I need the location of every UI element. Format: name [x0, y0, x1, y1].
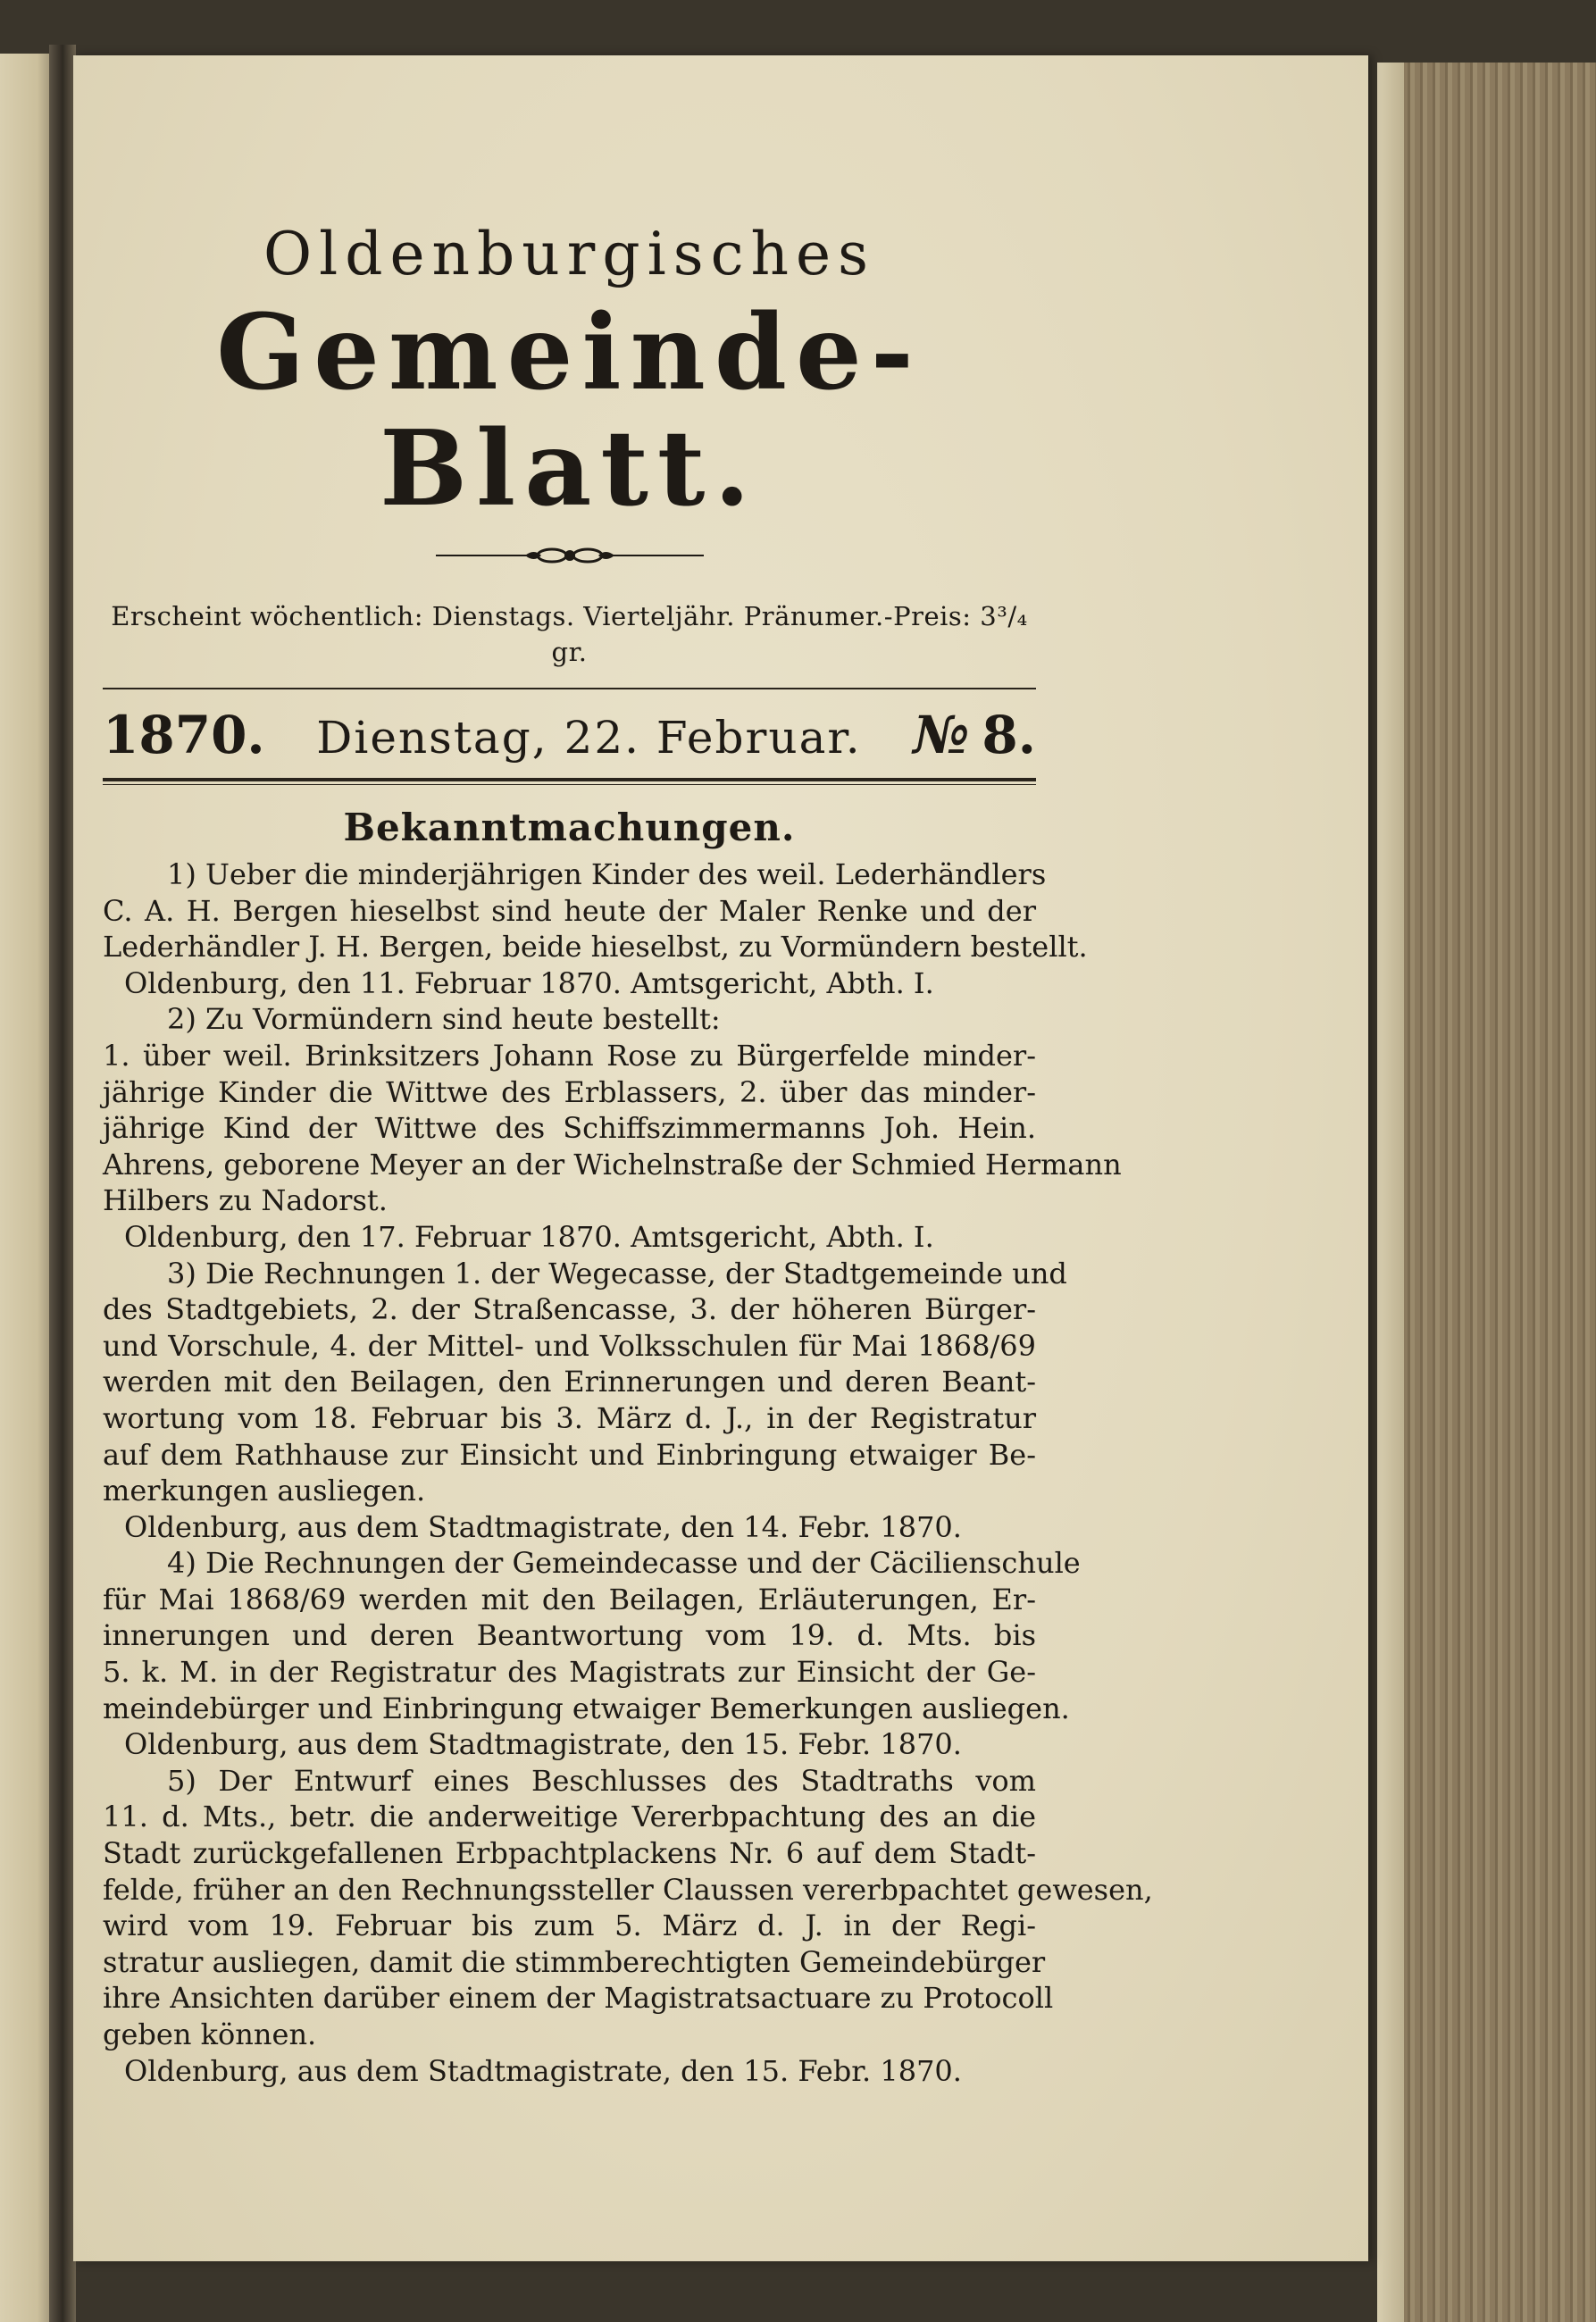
publication-subline: Erscheint wöchentlich: Dienstags. Vierteljähr. Pränumer.-Preis: 3³/₄ gr. — [111, 601, 1028, 667]
ornament-divider-icon — [436, 543, 704, 568]
text-line: merkungen ausliegen. — [103, 1474, 426, 1508]
issue-number: 8. — [982, 705, 1036, 765]
dateline-rule — [103, 778, 1036, 785]
text-line: des Stadtgebiets, 2. der Straßencasse, 3. der höheren Bürger- — [103, 1292, 1036, 1327]
text-line: 5) Der Entwurf eines Beschlusses des Stadtraths vom — [167, 1763, 1036, 1798]
text-line: auf dem Rathhause zur Einsicht und Einbringung etwaiger Be- — [103, 1437, 1036, 1472]
text-line: jährige Kinder die Wittwe des Erblassers, 2. über das minder- — [103, 1074, 1036, 1109]
announcements-body — [103, 856, 1153, 2089]
issue-number-group — [913, 702, 1036, 768]
text-line: ihre Ansichten darüber einem der Magistratsactuare zu Protocoll — [103, 1981, 1054, 2016]
signature-line: Oldenburg, aus dem Stadtmagistrate, den 15. Febr. 1870. — [124, 1727, 962, 1762]
text-line: geben können. — [103, 2017, 317, 2051]
section-title: Bekanntmachungen. — [343, 806, 796, 849]
issue-number-prefix: № — [913, 705, 970, 765]
text-line: 11. d. Mts., betr. die anderweitige Vererbpachtung des an die — [103, 1800, 1036, 1834]
text-line: werden mit den Beilagen, den Erinnerungen und deren Beant- — [103, 1365, 1036, 1399]
ornament-divider — [103, 543, 1036, 568]
text-line: Hilbers zu Nadorst. — [103, 1183, 388, 1218]
masthead-top: Oldenburgisches — [263, 220, 875, 288]
text-line: meindebürger und Einbringung etwaiger Bemerkungen ausliegen. — [103, 1691, 1070, 1725]
book-gutter — [49, 45, 76, 2322]
text-line: 2) Zu Vormündern sind heute bestellt: — [167, 1002, 721, 1037]
text-line: C. A. H. Bergen hieselbst sind heute der Maler Renke und der — [103, 893, 1036, 928]
text-line: felde, früher an den Rechnungssteller Claussen vererbpachtet gewesen, — [103, 1872, 1153, 1907]
book-board-edge — [1377, 63, 1596, 2322]
text-line: wortung vom 18. Februar bis 3. März d. J., in der Registratur — [103, 1400, 1036, 1435]
text-line: 3) Die Rechnungen 1. der Wegecasse, der Stadtgemeinde und — [167, 1256, 1067, 1290]
header-rule — [103, 688, 1036, 689]
page-content — [103, 214, 1153, 2089]
previous-page-edge — [0, 54, 54, 2322]
text-line: 1. über weil. Brinksitzers Johann Rose zu Bürgerfelde minder- — [103, 1038, 1036, 1073]
signature-line: Oldenburg, den 17. Februar 1870. Amtsgericht, Abth. I. — [124, 1219, 934, 1254]
text-line: stratur ausliegen, damit die stimmberechtigten Gemeindebürger — [103, 1944, 1046, 1979]
text-line: Lederhändler J. H. Bergen, beide hieselbst, zu Vormündern bestellt. — [103, 930, 1088, 965]
text-line: 1) Ueber die minderjährigen Kinder des weil. Lederhändlers — [167, 857, 1047, 891]
text-line: jährige Kind der Wittwe des Schiffszimmermanns Joh. Hein. — [103, 1111, 1036, 1146]
text-line: 5. k. M. in der Registratur des Magistrats zur Einsicht der Ge- — [103, 1655, 1036, 1690]
signature-line: Oldenburg, aus dem Stadtmagistrate, den 14. Febr. 1870. — [124, 1509, 962, 1544]
issue-year: 1870. — [103, 705, 265, 765]
dateline — [103, 702, 1036, 771]
text-line: Stadt zurückgefallenen Erbpachtplackens Nr. 6 auf dem Stadt- — [103, 1836, 1036, 1871]
text-line: 4) Die Rechnungen der Gemeindecasse und der Cäcilienschule — [167, 1546, 1081, 1581]
text-line: für Mai 1868/69 werden mit den Beilagen, Erläuterungen, Er- — [103, 1582, 1036, 1616]
text-line: innerungen und deren Beantwortung vom 19. d. Mts. bis — [103, 1618, 1036, 1653]
signature-line: Oldenburg, den 11. Februar 1870. Amtsgericht, Abth. I. — [124, 965, 934, 1000]
masthead-title: Gemeinde-Blatt. — [216, 292, 923, 530]
text-line: wird vom 19. Februar bis zum 5. März d. J. in der Regi- — [103, 1909, 1036, 1943]
text-line: Ahrens, geborene Meyer an der Wichelnstraße der Schmied Hermann — [103, 1147, 1122, 1182]
issue-date: Dienstag, 22. Februar. — [316, 712, 862, 764]
text-line: und Vorschule, 4. der Mittel- und Volksschulen für Mai 1868/69 — [103, 1328, 1036, 1363]
signature-line: Oldenburg, aus dem Stadtmagistrate, den 15. Febr. 1870. — [124, 2053, 962, 2088]
